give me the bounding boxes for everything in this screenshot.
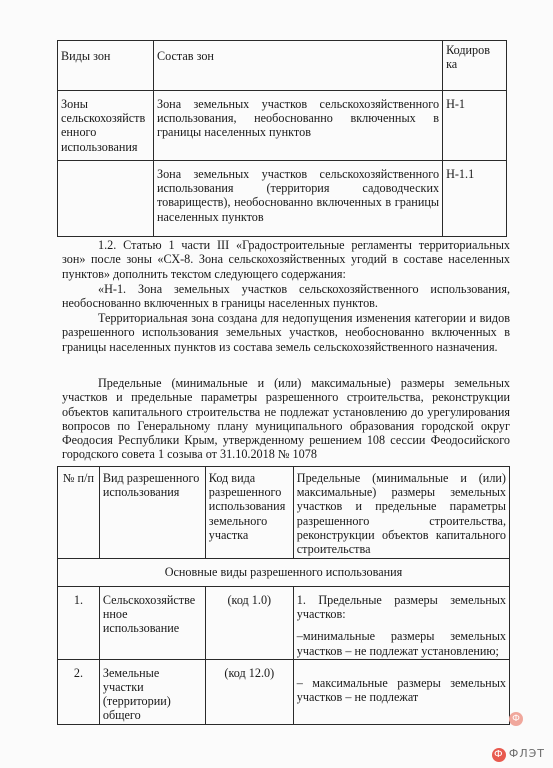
table-row (58, 559, 510, 587)
table-row (58, 467, 510, 559)
paragraph-3: Территориальная зона создана для недопущения изменения категории и видов разрешенного использования земельных участков, необоснованно включенных в границы населенных пунктов из состава земель сельскохозяйственного назначения. (62, 311, 510, 354)
permitted-use-table (57, 466, 510, 725)
section-title: Основные виды разрешенного использования (58, 559, 510, 587)
table-row (58, 161, 507, 237)
row-number: 1. (58, 587, 100, 660)
use-code: (код 1.0) (205, 587, 293, 660)
use-name: Земельные участки (территории) общего (99, 659, 205, 724)
table-row (58, 659, 510, 724)
paragraph-4: Предельные (минимальные и (или) максимальные) размеры земельных участков и предельные параметры разрешенного строительства, реконструкции объектов капитального строительства не подлежат установлению до урегулирования вопросов по Генеральному плану муниципального образования городской округ Феодосия Республики Крым, утвержденному решением 108 сессии Феодосийского городского совета 1 созыва от 31.10.2018 № 1078 (62, 376, 510, 462)
zone-content: Зона земельных участков сельскохозяйственного использования (территория садоводческих товариществ), необоснованно включенных в границы населенных пунктов (153, 161, 442, 237)
watermark-mark-icon: Ф (509, 712, 523, 726)
paragraph-2: «Н-1. Зона земельных участков сельскохозяйственного использования, необоснованно включенных в границы населенных пунктов. (62, 282, 510, 311)
parameters-line: 1. Предельные размеры земельных участков: (296, 593, 506, 622)
paragraph-1: 1.2. Статью 1 части III «Градостроительные регламенты территориальных зон» после зоны «СХ-8. Зона сельскохозяйственных угодий в составе населенных пунктов» дополнить текстом следующего содержания: (62, 238, 510, 281)
logo-text: ФЛЭТ (508, 747, 545, 760)
use-code: (код 12.0) (205, 659, 293, 724)
zones-table (57, 40, 507, 237)
footer-logo (492, 747, 545, 762)
logo-mark-icon: Ф (492, 748, 506, 762)
row-number: 2. (58, 659, 100, 724)
header-use-code: Код вида разрешенного использования земельного участка (205, 467, 293, 559)
zone-code: Н-1.1 (443, 161, 507, 237)
table-row (58, 41, 507, 91)
table-row (58, 91, 507, 161)
parameters-cell (293, 587, 509, 660)
table-row (58, 587, 510, 660)
zone-content: Зона земельных участков сельскохозяйственного использования, необоснованно включенных в границы населенных пунктов (153, 91, 442, 161)
zone-type (58, 161, 154, 237)
header-use-type: Вид разрешенного использования (99, 467, 205, 559)
parameters-line: –минимальные размеры земельных участков – не подлежат установлению; (296, 629, 506, 658)
header-zone-types: Виды зон (58, 41, 154, 91)
header-zone-composition: Состав зон (153, 41, 442, 91)
zone-type: Зоны сельскохозяйств енного использования (58, 91, 154, 161)
zone-code: Н-1 (443, 91, 507, 161)
parameters-line: – максимальные размеры земельных участков – не подлежат (293, 659, 509, 724)
header-coding: Кодиров ка (443, 41, 507, 91)
header-parameters: Предельные (минимальные и (или) максимальные) размеры земельных участков и предельные параметры разрешенного строительства, реконструкции объектов капитального строительства (293, 467, 509, 559)
header-number: № п/п (58, 467, 100, 559)
use-name: Сельскохозяйстве нное использование (99, 587, 205, 660)
